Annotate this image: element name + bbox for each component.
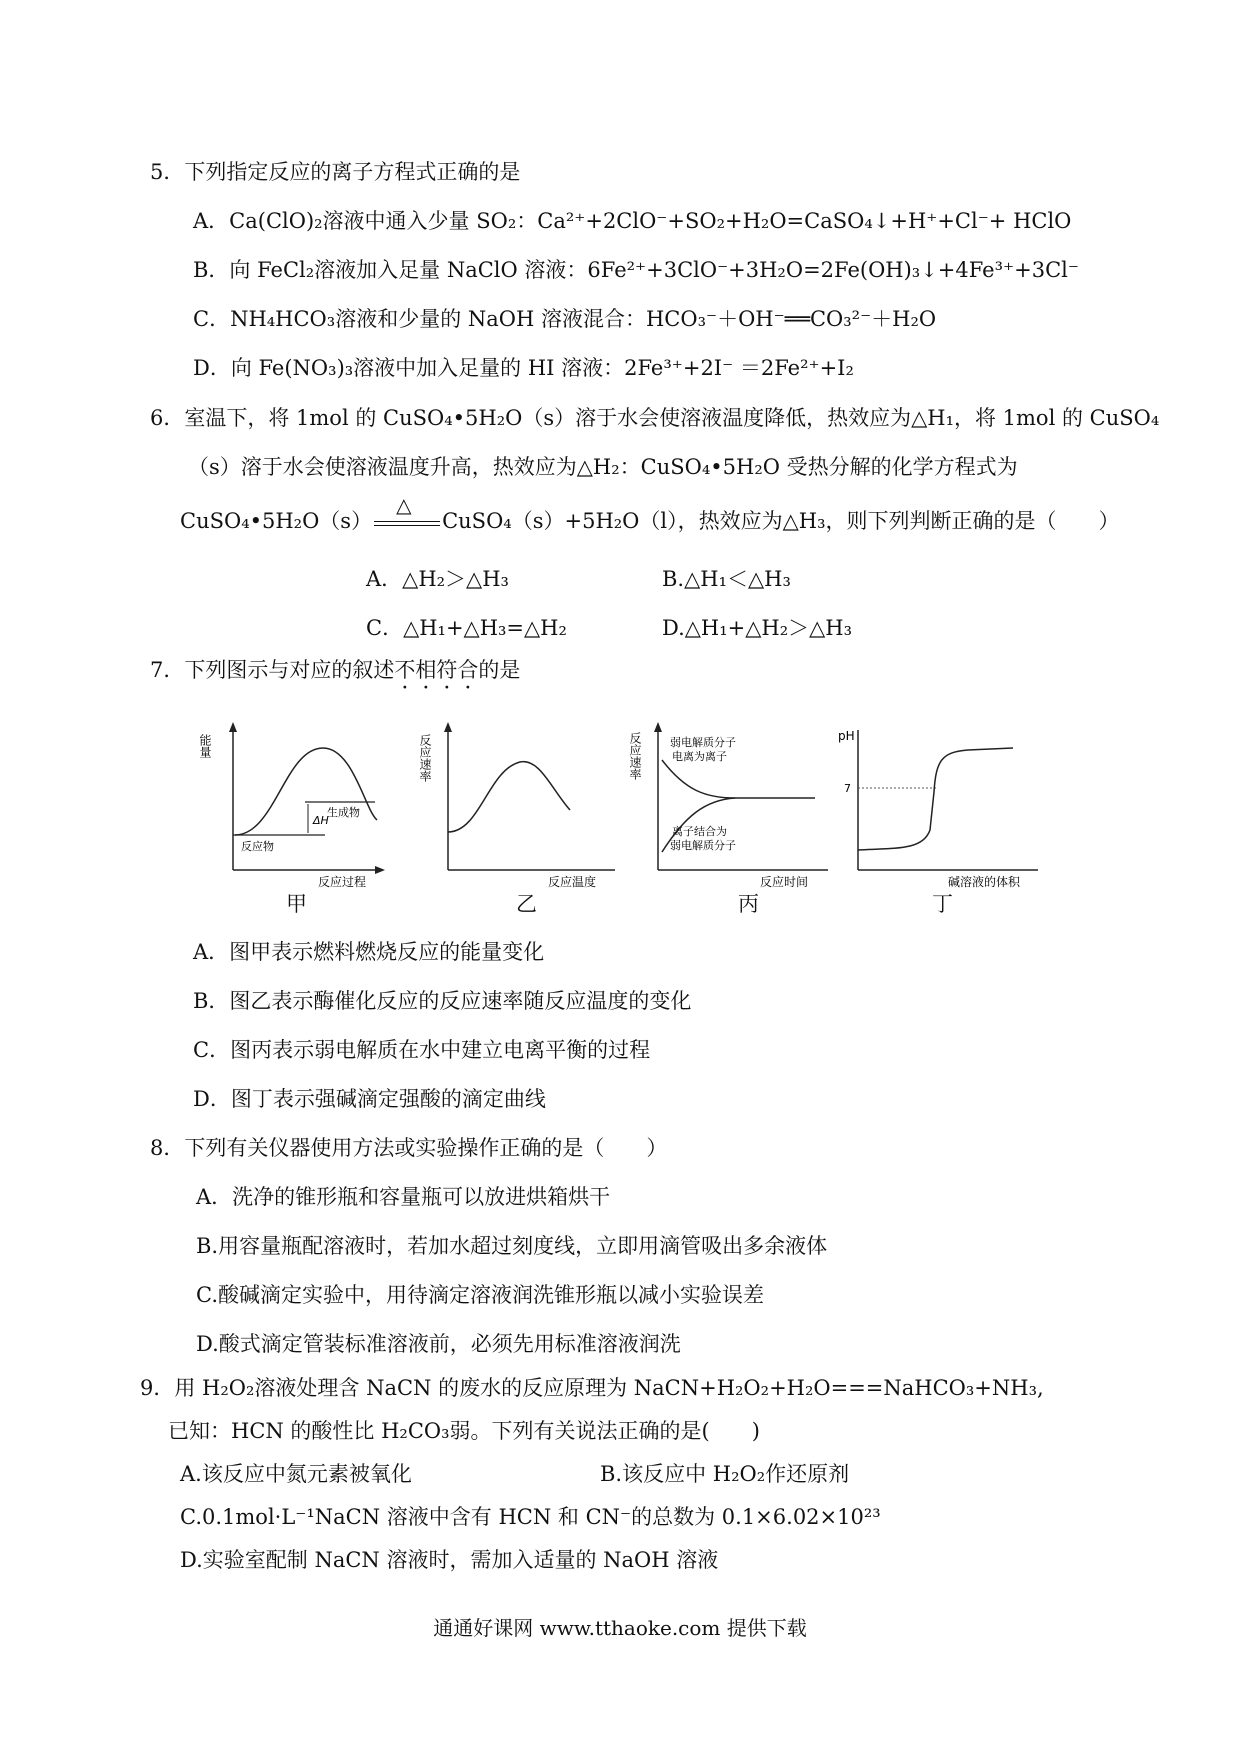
q7-option-c: C．图丙表示弱电解质在水中建立电离平衡的过程 — [193, 1038, 651, 1062]
equals-lines — [374, 521, 440, 526]
rate-temperature-chart — [420, 720, 620, 890]
q5-stem: 5．下列指定反应的离子方程式正确的是 — [150, 160, 521, 184]
tick-7: 7 — [844, 782, 851, 795]
q7-stem-post: 的是 — [478, 658, 521, 682]
q7-option-d: D．图丁表示强碱滴定强酸的滴定曲线 — [193, 1087, 546, 1111]
y-axis-label: 能量 — [198, 734, 212, 758]
top-curve-label-2: 电离为离子 — [672, 750, 727, 763]
q9-stem-line2: 已知：HCN 的酸性比 H₂CO₃弱。下列有关说法正确的是( ) — [168, 1419, 760, 1443]
product-label: 生成物 — [327, 806, 360, 819]
y-axis-label: 反应速率 — [628, 732, 642, 780]
q7-option-b: B．图乙表示酶催化反应的反应速率随反应温度的变化 — [193, 989, 692, 1013]
heat-arrow — [372, 492, 442, 533]
caption-yi: 乙 — [516, 892, 537, 916]
q5-option-c: C．NH₄HCO₃溶液和少量的 NaOH 溶液混合：HCO₃⁻＋OH⁻══CO₃²⁻＋H₂O — [193, 307, 937, 331]
x-axis-label: 反应温度 — [548, 875, 597, 889]
bottom-curve-label-2: 弱电解质分子 — [670, 839, 736, 852]
ionization-rate-curve — [662, 760, 815, 798]
rate-curve — [448, 762, 570, 832]
q8-option-b: B.用容量瓶配溶液时，若加水超过刻度线，立即用滴管吸出多余液体 — [196, 1234, 828, 1258]
emphasis-char: 相 — [415, 658, 437, 682]
delta-h-label: ΔH — [313, 814, 329, 827]
caption-ding: 丁 — [932, 892, 953, 916]
ionization-equilibrium-chart — [630, 720, 830, 890]
footer-watermark: 通通好课网 www.tthaoke.com 提供下载 — [433, 1616, 807, 1640]
bottom-curve-label-1: 离子结合为 — [672, 825, 727, 838]
figure-jia — [198, 720, 385, 894]
y-axis-arrow — [229, 722, 237, 732]
q6-option-d: D.△H₁+△H₂＞△H₃ — [662, 616, 853, 640]
q6-equation-left: CuSO₄•5H₂O（s） — [180, 509, 373, 533]
q7-stem-pre: 7．下列图示与对应的叙述 — [150, 658, 395, 682]
q8-option-a: A．洗净的锥形瓶和容量瓶可以放进烘箱烘干 — [196, 1185, 611, 1209]
y-axis-label: 反应速率 — [418, 734, 432, 782]
q5-option-d: D．向 Fe(NO₃)₃溶液中加入足量的 HI 溶液：2Fe³⁺+2I⁻ ＝2Fe²⁺+I₂ — [193, 356, 854, 380]
figure-bing — [630, 720, 830, 894]
emphasis-char: 符 — [436, 658, 458, 682]
titration-curve-chart — [838, 720, 1038, 890]
reactant-label: 反应物 — [241, 840, 274, 853]
ph-curve — [858, 748, 1013, 850]
caption-bing: 丙 — [738, 892, 759, 916]
q6-equation-right: CuSO₄（s）+5H₂O（l），热效应为△H₃，则下列判断正确的是（ ） — [442, 509, 1120, 533]
q6-option-c: C．△H₁+△H₃=△H₂ — [366, 616, 567, 640]
y-axis-arrow — [654, 722, 662, 732]
q6-equation — [180, 492, 1120, 534]
q5-option-b: B．向 FeCl₂溶液加入足量 NaClO 溶液：6Fe²⁺+3ClO⁻+3H₂O=2Fe(OH)₃↓+4Fe³⁺+3Cl⁻ — [193, 258, 1079, 282]
top-curve-label-1: 弱电解质分子 — [670, 736, 736, 749]
y-axis-arrow — [444, 722, 452, 732]
emphasis-char: 不 — [394, 658, 416, 682]
heat-triangle-icon: △ — [396, 492, 412, 517]
q7-option-a: A．图甲表示燃料燃烧反应的能量变化 — [193, 940, 545, 964]
energy-diagram — [198, 720, 385, 890]
emphasis-char: 合 — [457, 658, 479, 682]
q9-option-d: D.实验室配制 NaCN 溶液时，需加入适量的 NaOH 溶液 — [180, 1548, 719, 1572]
energy-curve — [235, 748, 377, 835]
q8-option-c: C.酸碱滴定实验中，用待滴定溶液润洗锥形瓶以减小实验误差 — [196, 1283, 764, 1307]
q9-option-c: C.0.1mol·L⁻¹NaCN 溶液中含有 HCN 和 CN⁻的总数为 0.1×6.02×10²³ — [180, 1505, 881, 1529]
figure-ding — [838, 720, 1038, 894]
y-axis-label: pH — [838, 729, 855, 743]
q6-stem-line2: （s）溶于水会使溶液温度升高，热效应为△H₂：CuSO₄•5H₂O 受热分解的化学方程式为 — [188, 455, 1018, 479]
x-axis-label: 碱溶液的体积 — [948, 875, 1021, 889]
caption-jia: 甲 — [286, 892, 307, 916]
q8-stem: 8．下列有关仪器使用方法或实验操作正确的是（ ） — [150, 1136, 668, 1160]
q6-option-b: B.△H₁＜△H₃ — [662, 567, 791, 591]
q5-option-a: A．Ca(ClO)₂溶液中通入少量 SO₂：Ca²⁺+2ClO⁻+SO₂+H₂O=CaSO₄↓+H⁺+Cl⁻+ HClO — [193, 209, 1072, 233]
q7-stem — [150, 658, 520, 683]
q8-option-d: D.酸式滴定管装标准溶液前，必须先用标准溶液润洗 — [196, 1332, 681, 1356]
q6-option-a: A．△H₂＞△H₃ — [366, 567, 509, 591]
x-axis-arrow — [375, 866, 385, 874]
q6-stem-line1: 6．室温下，将 1mol 的 CuSO₄•5H₂O（s）溶于水会使溶液温度降低，热效应为△H₁，将 1mol 的 CuSO₄ — [150, 406, 1160, 430]
x-axis-label: 反应时间 — [760, 875, 809, 889]
q9-stem-line1: 9．用 H₂O₂溶液处理含 NaCN 的废水的反应原理为 NaCN+H₂O₂+H₂O===NaHCO₃+NH₃, — [140, 1376, 1044, 1400]
q9-option-b: B.该反应中 H₂O₂作还原剂 — [600, 1462, 850, 1486]
figure-yi — [420, 720, 620, 894]
x-axis-label: 反应过程 — [318, 875, 367, 889]
q9-option-a: A.该反应中氮元素被氧化 — [180, 1462, 412, 1486]
